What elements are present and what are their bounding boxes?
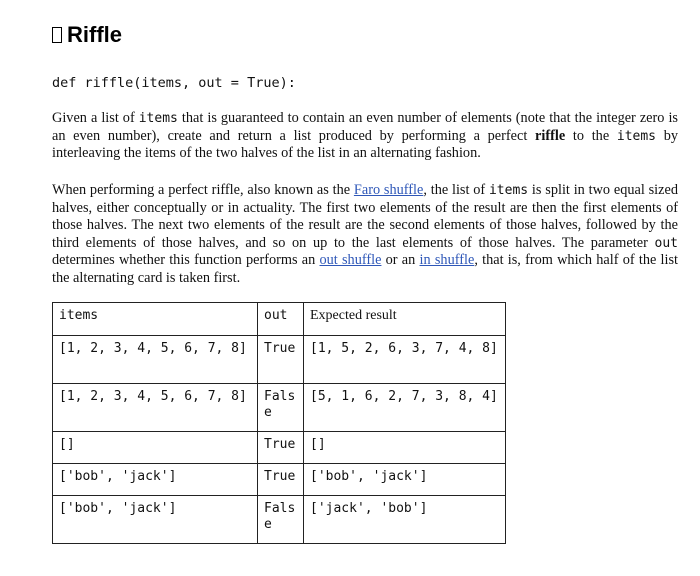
cell-out: False bbox=[258, 496, 304, 544]
in-shuffle-link[interactable]: in shuffle bbox=[419, 252, 475, 268]
cell-items: ['bob', 'jack'] bbox=[53, 496, 258, 544]
code-items: items bbox=[616, 128, 657, 144]
header-items: items bbox=[53, 303, 258, 336]
text: When performing a perfect riffle, also known as the bbox=[52, 182, 354, 198]
code-items: items bbox=[488, 183, 529, 198]
cell-out: True bbox=[258, 336, 304, 384]
bold-riffle: riffle bbox=[535, 127, 566, 144]
text: determines whether this function performs an bbox=[52, 252, 320, 268]
page-title bbox=[52, 22, 122, 48]
table-row bbox=[53, 464, 506, 496]
text: to the bbox=[565, 127, 617, 144]
header-out: out bbox=[258, 303, 304, 336]
cell-expected: [1, 5, 2, 6, 3, 7, 4, 8] bbox=[304, 336, 506, 384]
faro-shuffle-link[interactable]: Faro shuffle bbox=[353, 182, 424, 198]
cell-out: True bbox=[258, 464, 304, 496]
explanation-paragraph bbox=[52, 182, 678, 287]
table-header-row bbox=[53, 303, 506, 336]
missing-glyph-icon bbox=[52, 27, 62, 43]
cell-items: [] bbox=[53, 432, 258, 464]
text: , the list of bbox=[423, 182, 489, 198]
cell-items: [1, 2, 3, 4, 5, 6, 7, 8] bbox=[53, 384, 258, 432]
cell-out: True bbox=[258, 432, 304, 464]
code-items: items bbox=[138, 111, 178, 126]
title-text: Riffle bbox=[67, 22, 122, 47]
text: , that is, from which half of the list the alternating card is taken first. bbox=[52, 252, 679, 286]
out-shuffle-link[interactable]: out shuffle bbox=[319, 252, 382, 268]
table-row bbox=[53, 432, 506, 464]
table-row bbox=[53, 496, 506, 544]
description-paragraph bbox=[52, 110, 678, 163]
text: is split in two equal sized halves, either conceptually or in actuality. The first two elements of the result are then the first elements of those halves. The next two elements of the result are the second elements of those halves, followed by the third elements of those halves, and so on up to the last elements of those halves. The parameter bbox=[52, 182, 678, 251]
text: or an bbox=[381, 252, 420, 268]
text: that is guaranteed to contain an even number of elements (note that the integer zero is an even number), create and return a list produced by performing a perfect bbox=[52, 110, 678, 144]
header-expected: Expected result bbox=[304, 303, 506, 336]
cell-items: [1, 2, 3, 4, 5, 6, 7, 8] bbox=[53, 336, 258, 384]
table-row bbox=[53, 336, 506, 384]
cell-out: False bbox=[258, 384, 304, 432]
function-signature: def riffle(items, out = True): bbox=[52, 75, 296, 91]
cell-expected: ['bob', 'jack'] bbox=[304, 464, 506, 496]
cell-expected: ['jack', 'bob'] bbox=[304, 496, 506, 544]
text: Given a list of bbox=[52, 110, 139, 126]
text: by interleaving the items of the two halves of the list in an alternating fashion. bbox=[52, 127, 679, 161]
table-row bbox=[53, 384, 506, 432]
cell-expected: [5, 1, 6, 2, 7, 3, 8, 4] bbox=[304, 384, 506, 432]
code-out: out bbox=[654, 235, 678, 251]
examples-table bbox=[52, 302, 506, 544]
cell-items: ['bob', 'jack'] bbox=[53, 464, 258, 496]
cell-expected: [] bbox=[304, 432, 506, 464]
